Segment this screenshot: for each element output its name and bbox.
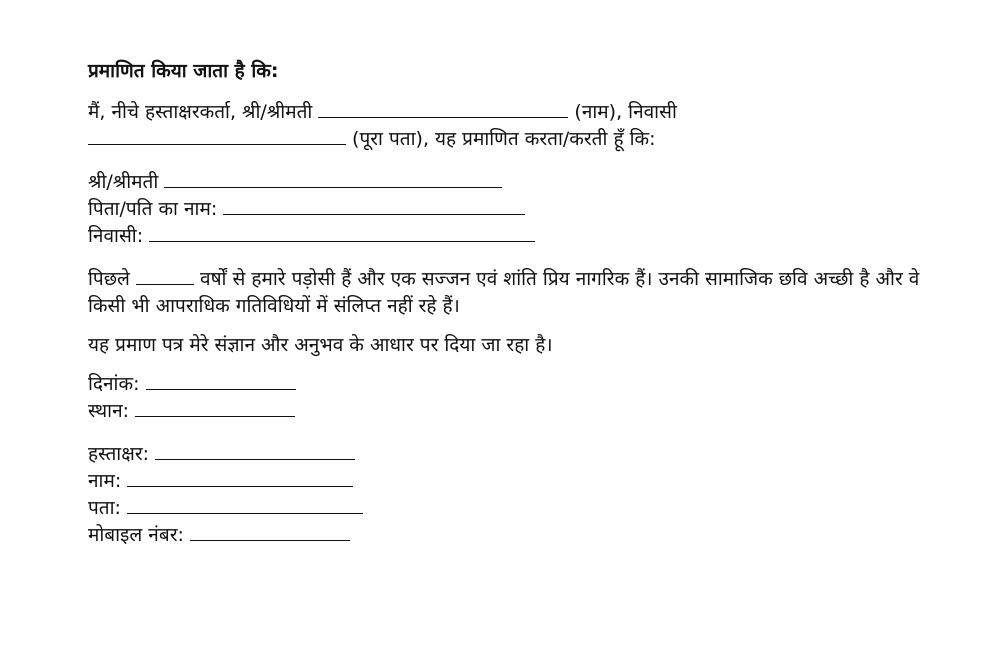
statement-prefix: पिछले — [88, 268, 130, 290]
signature-row — [88, 441, 968, 468]
statement-paragraph — [88, 266, 958, 320]
person-father-blank[interactable] — [223, 196, 525, 215]
basis-line: यह प्रमाण पत्र मेरे संज्ञान और अनुभव के आधार पर दिया जा रहा है। — [88, 334, 553, 356]
person-resident-label: निवासी: — [88, 225, 144, 247]
person-name-label: श्री/श्रीमती — [88, 171, 159, 193]
intro-name-blank[interactable] — [318, 99, 568, 118]
statement-line1: वर्षों से हमारे पड़ोसी हैं और एक सज्जन एवं शांति प्रिय नागरिक हैं। उनकी सामाजिक छवि अच्छी — [200, 268, 854, 290]
intro-text-1: मैं, नीचे हस्ताक्षरकर्ता, श्री/श्रीमती — [88, 101, 313, 123]
signatory-mobile-blank[interactable] — [190, 522, 350, 541]
signatory-name-label: नाम: — [88, 470, 122, 492]
signatory-address-blank[interactable] — [127, 495, 363, 514]
signatory-address-row — [88, 495, 968, 522]
signature-blank[interactable] — [155, 441, 355, 460]
intro-line-2 — [88, 126, 968, 153]
intro-address-blank[interactable] — [88, 126, 346, 145]
person-name-row — [88, 169, 968, 196]
date-label: दिनांक: — [88, 373, 140, 395]
signatory-name-blank[interactable] — [127, 468, 353, 487]
place-blank[interactable] — [135, 398, 295, 417]
statement-years-blank[interactable] — [136, 266, 194, 285]
statement-line2: है और वे किसी भी आपराधिक गतिविधियों में संलिप्त नहीं रहे हैं। — [88, 268, 920, 317]
signatory-address-label: पता: — [88, 497, 121, 519]
signatory-mobile-label: मोबाइल नंबर: — [88, 524, 184, 546]
person-father-row — [88, 196, 968, 223]
person-name-blank[interactable] — [164, 169, 502, 188]
intro-text-3: (पूरा पता), यह प्रमाणित करता/करती हूँ कि: — [352, 128, 656, 150]
date-blank[interactable] — [146, 371, 296, 390]
certificate-document — [88, 58, 968, 549]
signatory-mobile-row — [88, 522, 968, 549]
person-father-label: पिता/पति का नाम: — [88, 198, 218, 220]
date-row — [88, 371, 968, 398]
place-row — [88, 398, 968, 425]
intro-line-1 — [88, 99, 968, 126]
intro-text-2: (नाम), निवासी — [574, 101, 677, 123]
place-label: स्थान: — [88, 400, 130, 422]
signatory-name-row — [88, 468, 968, 495]
person-resident-row — [88, 223, 968, 250]
signature-label: हस्ताक्षर: — [88, 443, 150, 465]
certificate-heading: प्रमाणित किया जाता है कि: — [88, 60, 279, 82]
person-resident-blank[interactable] — [149, 223, 535, 242]
